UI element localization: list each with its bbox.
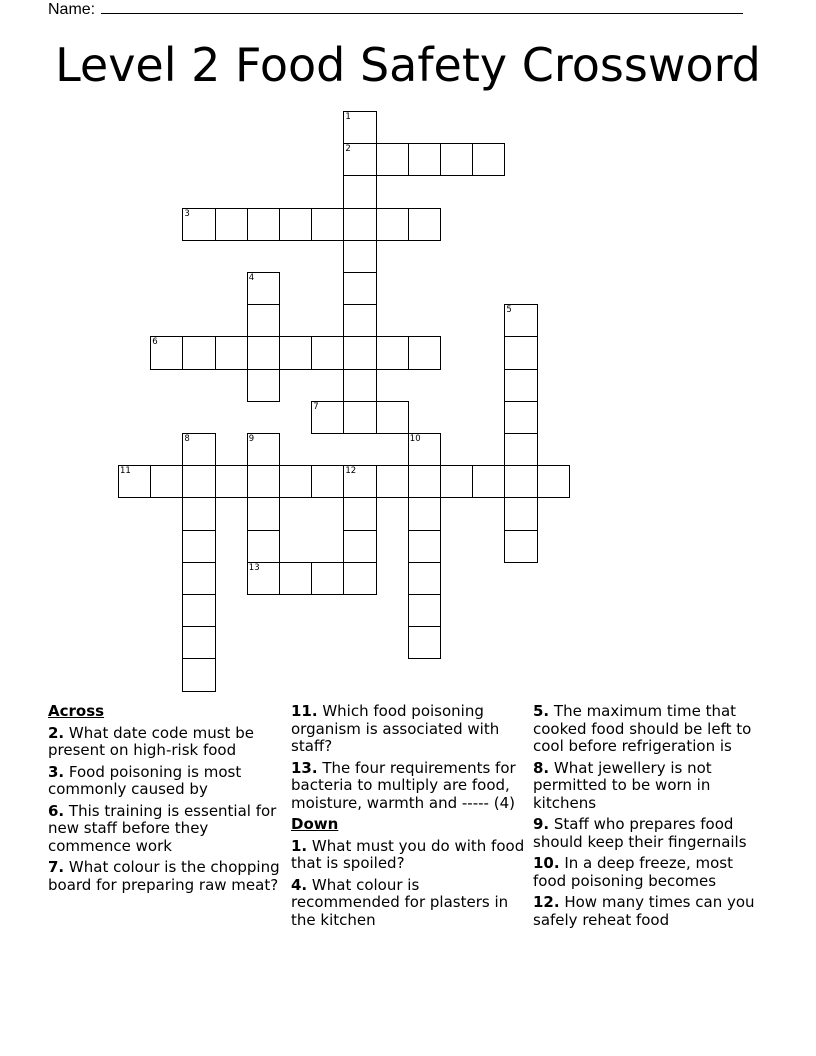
grid-cell[interactable] bbox=[247, 304, 280, 337]
grid-cell[interactable] bbox=[408, 465, 441, 498]
grid-cell[interactable] bbox=[247, 208, 280, 241]
grid-cell[interactable] bbox=[182, 530, 215, 563]
grid-cell[interactable] bbox=[182, 433, 215, 466]
clue-column-1 bbox=[48, 703, 284, 898]
grid-cell[interactable] bbox=[311, 208, 344, 241]
grid-cell[interactable] bbox=[343, 369, 376, 402]
clue-column-3 bbox=[533, 703, 769, 933]
grid-cell[interactable] bbox=[343, 175, 376, 208]
grid-cell[interactable] bbox=[247, 530, 280, 563]
grid-cell[interactable] bbox=[279, 208, 312, 241]
grid-cell[interactable] bbox=[215, 208, 248, 241]
across-heading: Across bbox=[48, 702, 105, 720]
clue-number: 7 bbox=[313, 401, 319, 412]
clue-down-9: 9. Staff who prepares food should keep their fingernails bbox=[533, 815, 747, 851]
grid-cell[interactable] bbox=[440, 143, 473, 176]
grid-cell[interactable] bbox=[343, 143, 376, 176]
grid-cell[interactable] bbox=[504, 401, 537, 434]
clue-number: 10 bbox=[409, 434, 421, 444]
grid-cell[interactable] bbox=[343, 304, 376, 337]
name-label: Name: bbox=[48, 1, 96, 18]
grid-cell[interactable] bbox=[182, 626, 215, 659]
clue-number: 12 bbox=[345, 466, 357, 477]
grid-cell[interactable] bbox=[247, 336, 280, 369]
grid-cell[interactable] bbox=[343, 562, 376, 595]
grid-cell[interactable] bbox=[247, 433, 280, 466]
clue-number: 11 bbox=[120, 466, 131, 477]
grid-cell[interactable] bbox=[150, 465, 183, 498]
grid-cell[interactable] bbox=[182, 497, 215, 530]
clue-number: 2 bbox=[345, 144, 351, 155]
clue-down-10: 10. In a deep freeze, most food poisoning becomes bbox=[533, 854, 733, 890]
clue-down-12: 12. How many times can you safely reheat food bbox=[533, 893, 755, 929]
grid-cell[interactable] bbox=[182, 658, 215, 691]
grid-cell[interactable] bbox=[343, 465, 376, 498]
grid-cell[interactable] bbox=[311, 562, 344, 595]
grid-cell[interactable] bbox=[408, 594, 441, 627]
grid-cell[interactable] bbox=[182, 336, 215, 369]
grid-cell[interactable] bbox=[279, 336, 312, 369]
grid-cell[interactable] bbox=[279, 562, 312, 595]
grid-cell[interactable] bbox=[504, 433, 537, 466]
grid-cell[interactable] bbox=[504, 369, 537, 402]
clue-across-6: 6. This training is essential for new staff before they commence work bbox=[48, 801, 277, 855]
grid-cell[interactable] bbox=[504, 304, 537, 337]
grid-cell[interactable] bbox=[343, 497, 376, 530]
grid-cell[interactable] bbox=[118, 465, 151, 498]
grid-cell[interactable] bbox=[376, 143, 409, 176]
grid-cell[interactable] bbox=[247, 497, 280, 530]
grid-cell[interactable] bbox=[472, 143, 505, 176]
clue-number: 3 bbox=[184, 208, 190, 219]
down-heading: Down bbox=[291, 815, 339, 833]
grid-cell[interactable] bbox=[408, 143, 441, 176]
clue-across-3: 3. Food poisoning is most commonly caused by bbox=[48, 762, 242, 798]
clue-down-5: 5. The maximum time that cooked food should be left to cool before refrigeration is bbox=[533, 702, 752, 755]
clue-across-7: 7. What colour is the chopping board for preparing raw meat? bbox=[48, 858, 280, 894]
grid-cell[interactable] bbox=[343, 530, 376, 563]
grid-cell[interactable] bbox=[376, 401, 409, 434]
grid-cell[interactable] bbox=[376, 465, 409, 498]
grid-cell[interactable] bbox=[504, 465, 537, 498]
grid-cell[interactable] bbox=[247, 369, 280, 402]
grid-cell[interactable] bbox=[343, 336, 376, 369]
clue-across-13: 13. The four requirements for bacteria to multiply are food, moisture, warmth and ----- (4) bbox=[291, 758, 516, 812]
clue-number: 9 bbox=[248, 434, 255, 444]
clue-number: 1 bbox=[345, 112, 351, 122]
clue-number: 6 bbox=[152, 337, 158, 348]
grid-cell[interactable] bbox=[311, 336, 344, 369]
grid-cell[interactable] bbox=[504, 530, 537, 563]
grid-cell[interactable] bbox=[408, 497, 441, 530]
clue-column-2 bbox=[291, 703, 527, 933]
grid-cell[interactable] bbox=[343, 272, 376, 305]
grid-cell[interactable] bbox=[247, 272, 280, 305]
clue-down-1: 1. What must you do with food that is spoiled? bbox=[291, 836, 525, 872]
grid-cell[interactable] bbox=[215, 465, 248, 498]
clue-number: 13 bbox=[248, 562, 260, 573]
grid-cell[interactable] bbox=[215, 336, 248, 369]
grid-cell[interactable] bbox=[376, 336, 409, 369]
grid-cell[interactable] bbox=[279, 465, 312, 498]
grid-cell[interactable] bbox=[408, 562, 441, 595]
grid-cell[interactable] bbox=[504, 336, 537, 369]
grid-cell[interactable] bbox=[311, 401, 344, 434]
grid-cell[interactable] bbox=[504, 497, 537, 530]
grid-cell[interactable] bbox=[376, 208, 409, 241]
grid-cell[interactable] bbox=[247, 562, 280, 595]
grid-cell[interactable] bbox=[440, 465, 473, 498]
grid-cell[interactable] bbox=[408, 336, 441, 369]
grid-cell[interactable] bbox=[408, 433, 441, 466]
grid-cell[interactable] bbox=[247, 465, 280, 498]
clue-down-4: 4. What colour is recommended for plasters in the kitchen bbox=[291, 875, 509, 929]
grid-cell[interactable] bbox=[182, 594, 215, 627]
grid-cell[interactable] bbox=[343, 240, 376, 273]
grid-cell[interactable] bbox=[537, 465, 570, 498]
grid-cell[interactable] bbox=[408, 626, 441, 659]
grid-cell[interactable] bbox=[408, 530, 441, 563]
grid-cell[interactable] bbox=[408, 208, 441, 241]
grid-cell[interactable] bbox=[343, 208, 376, 241]
grid-cell[interactable] bbox=[150, 336, 183, 369]
clue-number: 4 bbox=[248, 273, 255, 283]
grid-cell[interactable] bbox=[343, 111, 376, 144]
grid-cell[interactable] bbox=[182, 465, 215, 498]
page-title: Level 2 Food Safety Crossword bbox=[55, 38, 761, 92]
grid-cell[interactable] bbox=[182, 208, 215, 241]
clue-number: 5 bbox=[506, 305, 512, 316]
clue-number: 8 bbox=[184, 434, 190, 444]
grid-cell[interactable] bbox=[472, 465, 505, 498]
clue-across-11: 11. Which food poisoning organism is associated with staff? bbox=[291, 702, 500, 755]
grid-cell[interactable] bbox=[182, 562, 215, 595]
grid-cell[interactable] bbox=[343, 401, 376, 434]
clue-down-8: 8. What jewellery is not permitted to be worn in kitchens bbox=[533, 758, 712, 812]
grid-cell[interactable] bbox=[311, 465, 344, 498]
clue-across-2: 2. What date code must be present on high-risk food bbox=[48, 723, 254, 759]
